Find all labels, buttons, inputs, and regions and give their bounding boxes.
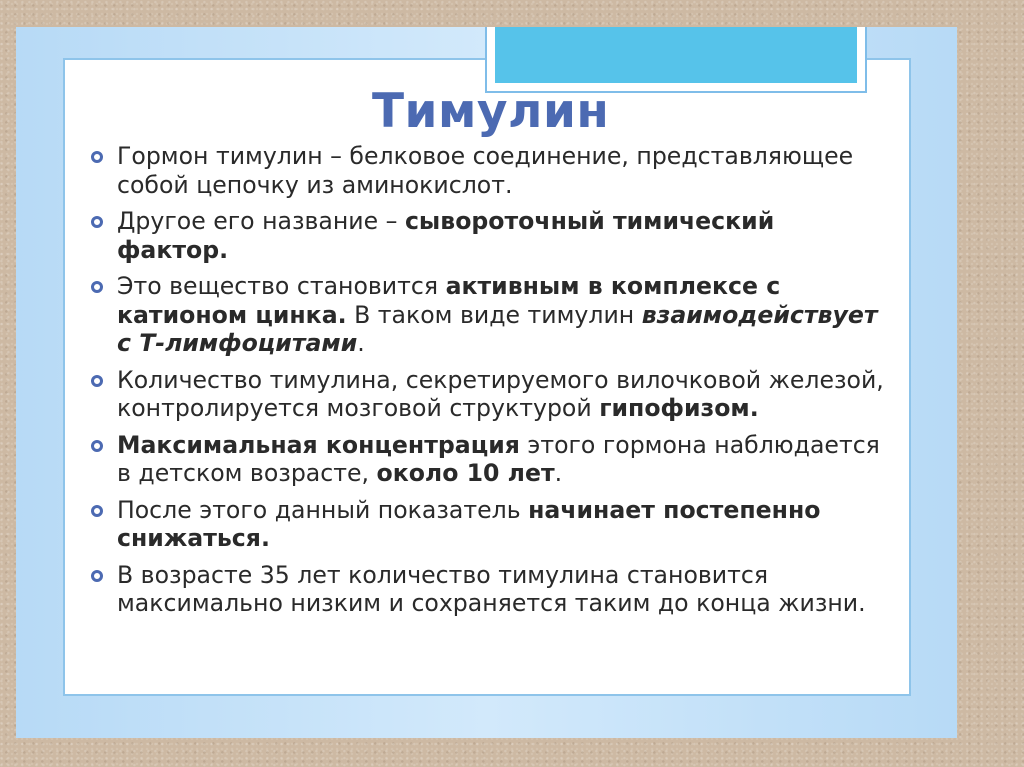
title-tab-fill [495, 27, 857, 83]
bullet-item [90, 496, 890, 553]
bullet-text-bold: Максимальная концентрация [117, 430, 520, 459]
bullet-text-bold: сывороточный тимический фактор. [117, 207, 775, 264]
ring-bullet-icon [91, 570, 103, 582]
bullet-text: После этого данный показатель [117, 495, 529, 524]
ring-bullet-icon [91, 375, 103, 387]
bullet-item [90, 431, 890, 488]
bullet-text: Гормон тимулин – белковое соединение, представляющее собой цепочку из аминокислот. [117, 142, 854, 199]
ring-bullet-icon [91, 281, 103, 293]
bullet-text: Другое его название – [117, 207, 405, 235]
bullet-text: этого гормона наблюдается в детском возрасте, [117, 430, 880, 487]
bullet-item [90, 272, 890, 358]
bullet-text: В таком виде тимулин [346, 300, 642, 329]
bullet-text-bold: активным в комплексе с катионом цинка. [117, 272, 781, 329]
bullet-text: Количество тимулина, секретируемого вилочковой железой, контролируется мозговой структурой [117, 365, 884, 422]
bullet-text-bold-italic: взаимодействует с Т-лимфоцитами [117, 300, 878, 357]
bullet-list [90, 142, 890, 626]
bullet-text: В возрасте 35 лет количество тимулина становится максимально низким и сохраняется таким до конца жизни. [117, 560, 866, 617]
slide-title: Тимулин [372, 84, 610, 139]
ring-bullet-icon [91, 505, 103, 517]
bullet-item [90, 207, 890, 264]
bullet-text: Это вещество становится [117, 272, 446, 300]
bullet-text: . [357, 329, 365, 357]
ring-bullet-icon [91, 216, 103, 228]
bullet-item [90, 561, 890, 618]
bullet-text-bold: около 10 лет [376, 459, 555, 487]
bullet-text: . [554, 459, 563, 487]
bullet-text-bold: начинает постепенно снижаться. [117, 495, 821, 552]
bullet-item [90, 366, 890, 423]
ring-bullet-icon [91, 440, 103, 452]
ring-bullet-icon [91, 151, 103, 163]
bullet-item [90, 142, 890, 199]
bullet-text-bold: гипофизом. [599, 394, 759, 422]
